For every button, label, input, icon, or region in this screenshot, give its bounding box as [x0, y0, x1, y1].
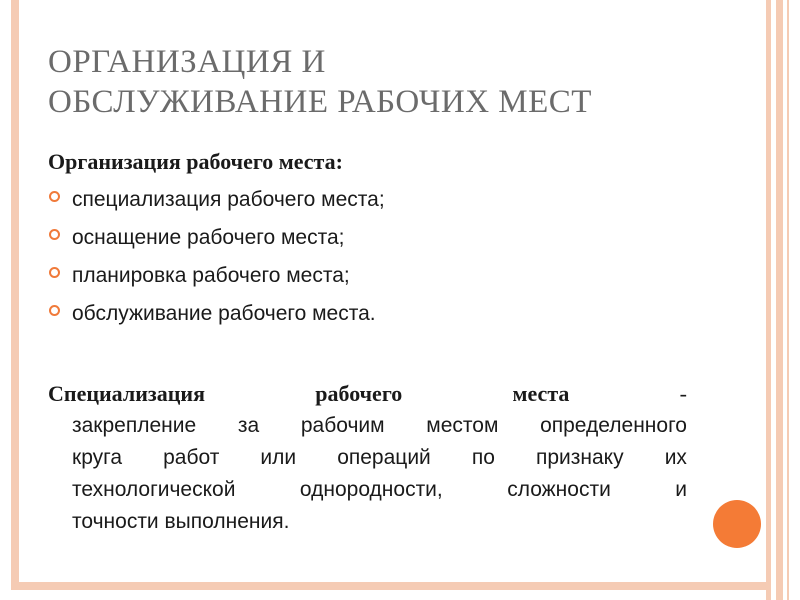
frame-bottom-border — [11, 582, 767, 590]
definition-word: технологической — [72, 478, 236, 501]
definition-term-word: рабочего — [315, 381, 403, 406]
definition-word: рабочим — [300, 414, 385, 437]
definition-word: сложности — [507, 478, 611, 501]
definition-word: по — [471, 446, 495, 469]
definition-word: их — [664, 446, 687, 469]
definition-word: местом — [426, 414, 499, 437]
definition-term-word: места — [512, 381, 570, 406]
definition-word: работ — [163, 446, 220, 469]
definition-line — [72, 410, 687, 442]
slide-title — [48, 42, 748, 122]
definition-term-word: Специализация — [48, 381, 205, 406]
frame-right-stripe — [766, 0, 771, 600]
frame-right-stripe — [776, 0, 783, 600]
bullet-text: планировка рабочего места; — [72, 264, 350, 287]
slide-title-line: ОРГАНИЗАЦИЯ И — [48, 44, 326, 80]
definition-word: однородности, — [299, 478, 443, 501]
frame-right-stripe — [787, 0, 789, 600]
definition-word: за — [237, 414, 260, 437]
bullet-circle-icon — [49, 267, 60, 278]
definition-word: операций — [337, 446, 431, 469]
definition-word: и — [675, 478, 687, 501]
bullet-circle-icon — [49, 305, 60, 316]
bullet-text: оснащение рабочего места; — [72, 226, 345, 249]
definition-body — [48, 410, 687, 538]
definition-line — [72, 442, 687, 474]
definition-word: закрепление — [72, 414, 197, 437]
decorative-circle — [713, 500, 761, 548]
definition-dash: - — [679, 381, 687, 406]
bullet-text: специализация рабочего места; — [72, 188, 385, 211]
definition-word: круга — [72, 446, 123, 469]
definition-word: признаку — [536, 446, 624, 469]
definition-word: определенного — [540, 414, 687, 437]
bullet-circle-icon — [49, 191, 60, 202]
bullet-text: обслуживание рабочего места. — [72, 302, 376, 325]
frame-left-border — [11, 0, 19, 588]
slide-title-line: ОБСЛУЖИВАНИЕ РАБОЧИХ МЕСТ — [48, 84, 592, 120]
bullet-circle-icon — [49, 229, 60, 240]
section-heading: Организация рабочего места: — [48, 149, 343, 174]
definition-paragraph — [48, 378, 687, 538]
definition-line: точности выполнения. — [72, 510, 290, 533]
definition-line — [72, 474, 687, 506]
definition-first-line — [48, 378, 687, 410]
definition-word: или — [260, 446, 297, 469]
